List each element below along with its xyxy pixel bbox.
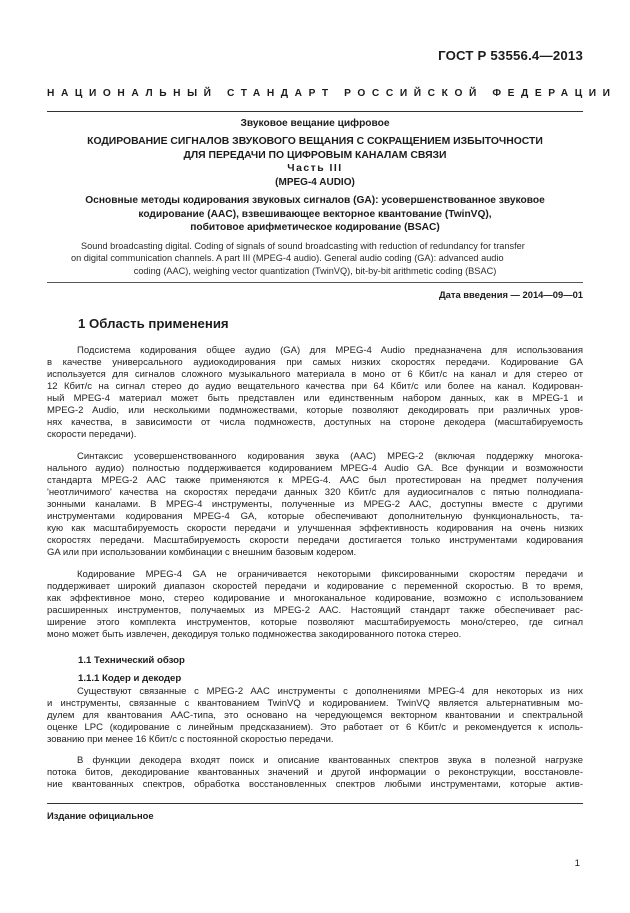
paragraph-line: Подсистема кодирования общее аудио (GA) для MPEG-4 Audio предназначена для использования xyxy=(77,345,583,356)
title-line: КОДИРОВАНИЕ СИГНАЛОВ ЗВУКОВОГО ВЕЩАНИЯ С СОКРАЩЕНИЕМ ИЗБЫТОЧНОСТИ xyxy=(87,136,543,147)
paragraph-line: как эффективное моно, стерео кодирование и многоканальное кодирование, возможно с использованием xyxy=(47,593,583,605)
english-title xyxy=(47,240,583,277)
paragraph-line: оценке LPC (кодирование с линейным предсказанием). Это работает от 6 Кбит/с и рекомендуется к исполь- xyxy=(47,722,583,734)
page-number: 1 xyxy=(574,858,580,869)
subtitle-line: кодирование (AAC), взвешивающее векторное квантование (TwinVQ), xyxy=(138,208,492,220)
paragraph-line: нях качества, в зависимости от числа подмножеств, доступных на стороне декодера (масштабируемость xyxy=(47,417,583,429)
paragraph-line: ние квантованных спектров, обработка восстановленных спектров любыми инструментами, которые актив- xyxy=(47,779,583,791)
top-divider xyxy=(47,111,583,112)
footer-divider xyxy=(47,803,583,804)
subtitle-line: Основные методы кодирования звуковых сигналов (GA): усовершенствованное звуковое xyxy=(85,195,545,206)
paragraph-line: скорости передачи). xyxy=(47,429,137,441)
paragraph xyxy=(47,569,583,641)
paragraph-line: зованию при менее 16 Кбит/с с постоянной скоростью передачи. xyxy=(47,734,334,746)
title-divider xyxy=(47,282,583,283)
paragraph-line: в качестве универсального аудиокодирования при самых низких скоростях передачи. Кодирование GA xyxy=(47,357,583,369)
paragraph-line: дулем для квантования AAC-типа, это основано на чередующемся векторном квантовании и спектральной xyxy=(47,710,583,722)
paragraph xyxy=(47,345,583,441)
title-line: ДЛЯ ПЕРЕДАЧИ ПО ЦИФРОВЫМ КАНАЛАМ СВЯЗИ xyxy=(183,149,447,161)
paragraph-line: поддерживает широкий диапазон скоростей передачи и кодирование с переменной скоростью. В то время, xyxy=(47,581,583,593)
paragraph-line: расширенных инструментов, получаемых из MPEG-2 AAC. Настоящий стандарт также обеспечивает рас- xyxy=(47,605,583,617)
standard-id: ГОСТ Р 53556.4—2013 xyxy=(438,48,583,63)
english-title-line: Sound broadcasting digital. Coding of signals of sound broadcasting with reduction of redundancy for transfer xyxy=(81,241,525,251)
paragraph-line: MPEG-2 Audio, или несколькими подмножествами, которые позволяют декодировать при различных уров- xyxy=(47,405,583,417)
paragraph-line: 12 Кбит/с на сигнал стерео до аудио вещательного качества при 64 Кбит/с или более на канал. Кодирован- xyxy=(47,381,583,393)
paragraph-line: Кодирование MPEG-4 GA не ограничивается некоторыми фиксированными скоростям передачи и xyxy=(77,569,583,580)
paragraph xyxy=(47,686,583,746)
paragraph-line: скоростях передачи. Масштабируемость скорости передачи достигается только инструментами кодирования xyxy=(47,535,583,547)
paragraph-line: стандарта MPEG-2 AAC также применяются к MPEG-4. AAC был протестирован на предмет получения xyxy=(47,475,583,487)
document-title xyxy=(47,135,583,189)
paragraph xyxy=(47,755,583,791)
paragraph-line: зонными каналами. В MPEG-4 инструменты, полученные из MPEG-2 AAC, доступны вместе с другими xyxy=(47,499,583,511)
subsubsection-heading: 1.1.1 Кодер и декодер xyxy=(78,673,182,684)
paragraph-line: ширение этого комплекта инструментов, которые позволяют масштабируемость моно/стерео, где сигнал xyxy=(47,617,583,629)
title-part: Часть III xyxy=(287,163,343,175)
document-subject: Звуковое вещание цифровое xyxy=(240,118,390,129)
paragraph-line: инструментами кодирования MPEG-4 GA, которые обеспечивают дополнительную функциональность, та- xyxy=(47,511,583,523)
english-title-line: coding (AAC), weighing vector quantization (TwinVQ), bit-by-bit arithmetic coding (BSAC) xyxy=(133,265,497,276)
paragraph-line: GA или при использовании комбинации с внешним базовым кодером. xyxy=(47,547,357,559)
title-part-code: (MPEG-4 AUDIO) xyxy=(275,176,355,188)
subsection-heading: 1.1 Технический обзор xyxy=(78,655,185,666)
document-subtitle xyxy=(47,194,583,235)
paragraph-line: используется для сигналов сложного музыкального материала в моно от 6 Кбит/с на канал и для стерео от xyxy=(47,369,583,381)
paragraph-line: потока битов, декодирование квантованных значений и другой информации о реконструкции, восстановле- xyxy=(47,767,583,779)
introduction-date: Дата введения — 2014—09—01 xyxy=(438,289,583,300)
subtitle-line: побитовое арифметическое кодирование (BSAC) xyxy=(190,222,440,234)
paragraph-line: нального аудио) полностью поддерживается кодированием MPEG-4 Audio GA. Все функции и возможности xyxy=(47,463,583,475)
english-title-line: on digital communication channels. A part III (MPEG-4 audio). General audio coding (GA): advanced audio xyxy=(71,253,504,264)
paragraph-line: В функции декодера входят поиск и описание квантованных спектров звука в полезной нагрузке xyxy=(77,755,583,766)
paragraph-line: Существуют связанные с MPEG-2 AAC инструменты с дополнениями MPEG-4 для некоторых из них xyxy=(77,686,583,697)
section-heading: 1 Область применения xyxy=(78,316,229,331)
paragraph-line: моно может быть извлечен, декодируя только подмножества закодированного потока стерео. xyxy=(47,629,462,641)
national-banner: НАЦИОНАЛЬНЫЙ СТАНДАРТ РОССИЙСКОЙ ФЕДЕРАЦИИ xyxy=(47,88,617,99)
paragraph-line: и инструменты, связанные с квантованием TwinVQ и кодированием. TwinVQ является альтернативным мо- xyxy=(47,698,583,710)
paragraph-line: Синтаксис усовершенствованного кодирования звука (AAC) MPEG-2 (включая поддержку многока- xyxy=(77,451,583,462)
paragraph xyxy=(47,451,583,559)
paragraph-line: кую как масштабируемость скорости передачи и улучшенная эффективность кодирования на очень низких xyxy=(47,523,583,535)
paragraph-line: ный MPEG-4 материал может быть представлен или единственным набором данных, как в MPEG-1 и xyxy=(47,393,583,405)
official-edition-label: Издание официальное xyxy=(47,810,154,821)
paragraph-line: 'неотличимого' качества на скоростях передачи данных 320 Кбит/с для аудиосигналов с пятью полнодиапа- xyxy=(47,487,583,499)
